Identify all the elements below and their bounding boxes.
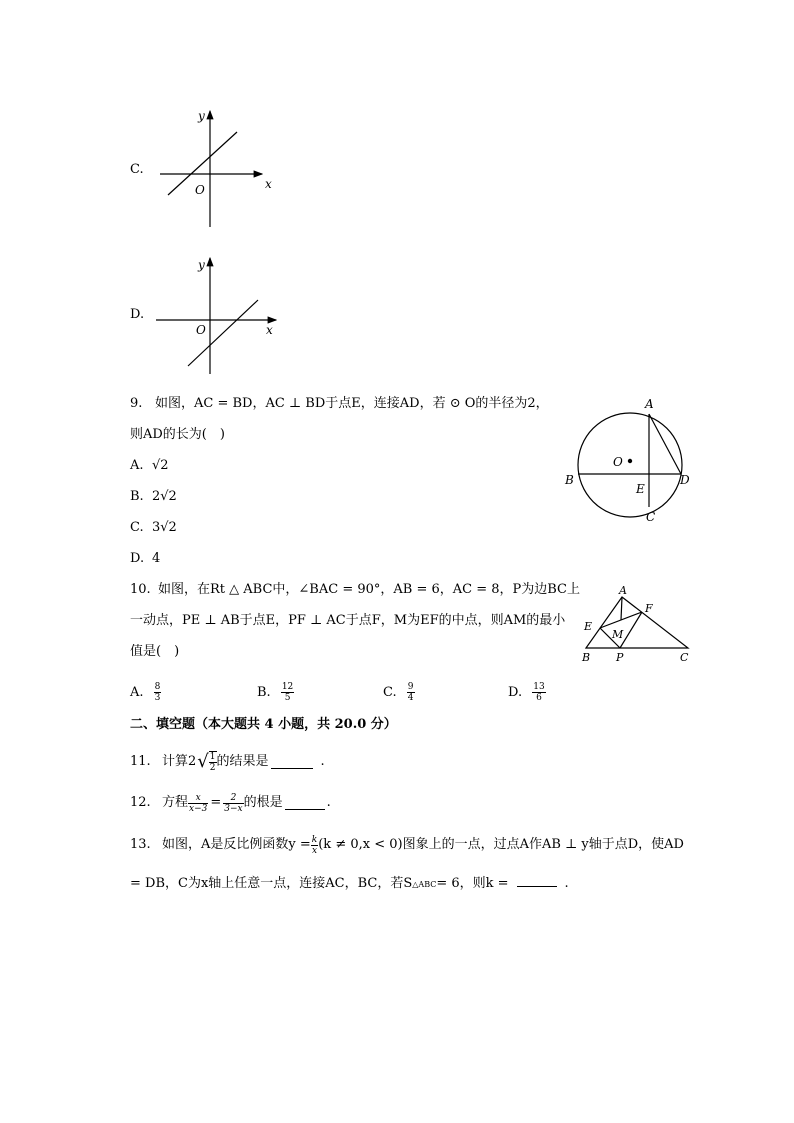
label-e: E (584, 620, 593, 633)
label-p: P (616, 651, 624, 664)
q10-option-c (383, 682, 415, 703)
q9-option-d-label: D. (130, 551, 145, 566)
option-c-label: C. (130, 162, 144, 177)
q13-l1-b: (k ≠ 0,x < 0)图象上的一点，过点A作AB ⊥ y轴于点D，使AD (318, 837, 684, 852)
q10-option-d-label: D. (508, 685, 523, 700)
label-d: D (680, 473, 690, 487)
q13-fraction: $\frac{k}{x}$ (311, 834, 318, 856)
q10-option-a-label: A. (130, 685, 144, 700)
q9-option-a-value: √2 (152, 458, 169, 473)
q9-circle-figure (560, 395, 700, 530)
x-label: x (265, 177, 272, 191)
q9-text-line2: 则AD的长为( ) (130, 427, 225, 442)
origin-label: O (196, 323, 206, 337)
section-2-title: 二、填空题（本大题共 4 小题，共 20.0 分） (130, 717, 397, 732)
q12-fraction-right: $\frac{2}{3-x}$ (224, 792, 243, 814)
q9-option-b-label: B. (130, 489, 144, 504)
segment-am (621, 597, 622, 620)
label-e: E (636, 482, 645, 496)
q12-number: 12. (130, 795, 151, 810)
segment-ad (649, 414, 681, 474)
q13-l1-a: 如图，A是反比例函数y = (162, 837, 311, 852)
q11-number: 11. (130, 754, 151, 769)
q11-answer-blank[interactable] (271, 756, 313, 769)
q10-option-a-fraction: $\frac{8}{3}$ (154, 682, 161, 703)
label-b: B (565, 473, 574, 487)
q10-option-c-label: C. (383, 685, 397, 700)
q11-radical (197, 751, 216, 773)
q12-end: . (326, 795, 331, 810)
q10-option-b-fraction: $\frac{12}{5}$ (281, 682, 294, 703)
q12-answer-blank[interactable] (285, 797, 325, 810)
q10-number: 10. (130, 582, 151, 597)
label-f: F (645, 602, 653, 615)
q12-suffix: 的根是 (243, 795, 283, 810)
q12-fraction-left: $\frac{x}{x-3}$ (189, 792, 208, 814)
q9-option-b-value: 2√2 (152, 489, 177, 504)
q10-option-a (130, 682, 161, 703)
x-label: x (266, 323, 273, 337)
triangle-abc (586, 597, 688, 648)
q10-option-c-fraction: $\frac{9}{4}$ (407, 682, 414, 703)
q10-option-b (257, 682, 294, 703)
q10-text-line1: 如图，在Rt △ ABC中，∠BAC = 90°，AB = 6，AC = 8，P为边BC上 (158, 582, 581, 597)
q10-option-d-fraction: $\frac{13}{6}$ (533, 682, 545, 703)
sqrt-icon: √ (197, 751, 209, 772)
option-c-graph (150, 105, 280, 230)
option-d-graph (150, 252, 280, 377)
label-a: A (645, 397, 654, 411)
q13-end: . (564, 876, 569, 891)
label-b: B (582, 651, 591, 664)
label-o: O (613, 455, 623, 469)
q13-text-line2 (130, 874, 569, 893)
label-a: A (619, 584, 627, 597)
q10-text-line3: 值是( ) (130, 644, 180, 659)
q12-text (162, 789, 331, 817)
q9-text-line1: 如图，AC = BD，AC ⊥ BD于点E，连接AD，若 ⊙ O的半径为2， (155, 396, 549, 411)
circle (578, 413, 682, 517)
label-m: M (612, 628, 624, 641)
q11-prefix: 计算2 (162, 754, 197, 769)
q13-l2-b: = 6，则k = (436, 876, 509, 891)
center-dot (628, 459, 632, 463)
q9-number: 9. (130, 396, 143, 411)
q9-option-c-label: C. (130, 520, 144, 535)
q12-equals: = (210, 795, 222, 810)
q12-prefix: 方程 (162, 795, 189, 810)
label-c: C (680, 651, 689, 664)
q9-option-d-value: 4 (152, 551, 161, 566)
label-c: C (646, 510, 656, 524)
q9-option-a-label: A. (130, 458, 144, 473)
y-label: y (198, 258, 205, 272)
q11-suffix: 的结果是 (216, 754, 269, 769)
q13-text-line1 (162, 831, 684, 859)
q11-end: . (320, 754, 325, 769)
q9-option-c-value: 3√2 (152, 520, 177, 535)
q10-option-b-label: B. (257, 685, 271, 700)
origin-label: O (195, 183, 205, 197)
q13-l2-a: = DB，C为x轴上任意一点，连接AC，BC，若S (130, 876, 413, 891)
q11-text (162, 748, 325, 776)
q10-triangle-figure (578, 582, 696, 666)
q11-radicand: $\frac{1}{2}$ (209, 752, 216, 773)
q10-text-line2: 一动点，PE ⊥ AB于点E，PF ⊥ AC于点F，M为EF的中点，则AM的最小 (130, 613, 566, 628)
segment-pf (620, 612, 642, 648)
q13-subscript: △ABC (412, 880, 437, 889)
option-d-label: D. (130, 307, 145, 322)
q13-number: 13. (130, 837, 151, 852)
y-label: y (198, 109, 205, 123)
q10-option-d (508, 682, 546, 703)
q13-answer-blank[interactable] (517, 874, 557, 887)
